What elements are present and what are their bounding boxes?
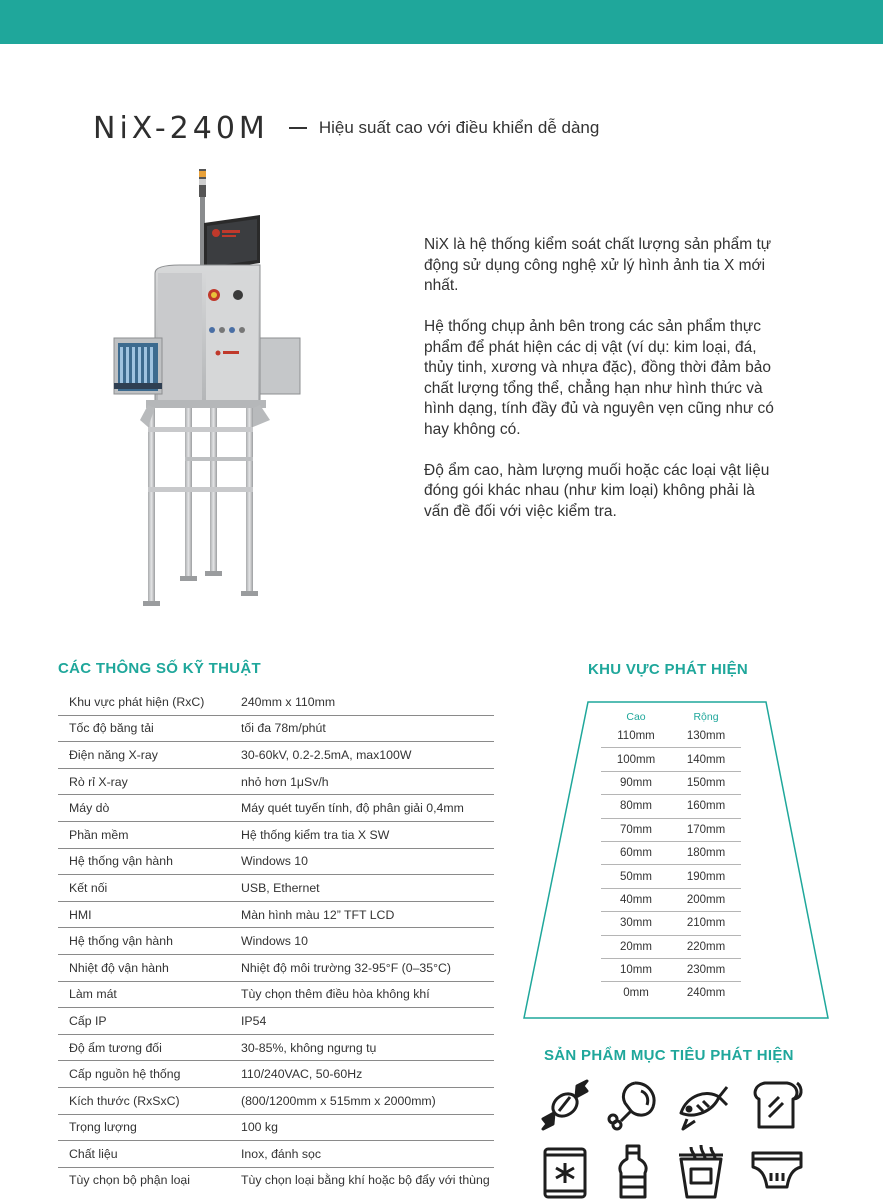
area-height: 110mm	[601, 725, 671, 748]
area-row	[601, 865, 741, 888]
spec-value: nhỏ hơn 1μSv/h	[241, 768, 494, 795]
fish-icon	[673, 1077, 729, 1133]
area-height: 0mm	[623, 987, 649, 1000]
spec-value: tối đa 78m/phút	[241, 715, 494, 742]
column-header-width: Rộng	[693, 711, 719, 723]
bread-icon	[749, 1077, 805, 1133]
area-width: 150mm	[671, 771, 741, 794]
spec-label: Khu vực phát hiện (RxC)	[58, 689, 241, 715]
spec-value: 240mm x 110mm	[241, 689, 494, 715]
spec-row	[58, 954, 494, 981]
description-paragraph: NiX là hệ thống kiểm soát chất lượng sản phẩm tự động sử dụng công nghệ xử lý hình ảnh tia X mới nhất.	[424, 236, 772, 294]
area-row	[601, 912, 741, 935]
column-header-height: Cao	[626, 711, 646, 723]
target-products-heading: SẢN PHẨM MỤC TIÊU PHÁT HIỆN	[544, 1047, 794, 1064]
spec-row	[58, 1087, 494, 1114]
spec-value: 30-60kV, 0.2-2.5mA, max100W	[241, 742, 494, 769]
spec-label: Tùy chọn bộ phận loại	[69, 1173, 191, 1188]
area-height: 90mm	[601, 771, 671, 794]
spec-row	[58, 1008, 494, 1035]
spec-label: Độ ẩm tương đối	[58, 1034, 241, 1061]
area-height: 10mm	[601, 958, 671, 981]
spec-value: Windows 10	[241, 848, 494, 875]
area-width: 130mm	[671, 725, 741, 748]
spec-row	[58, 768, 494, 795]
area-row	[601, 725, 741, 748]
spec-row	[58, 742, 494, 769]
spec-value: Inox, đánh sọc	[241, 1141, 494, 1168]
product-description	[424, 235, 784, 543]
area-width: 240mm	[686, 987, 726, 1000]
area-width: 200mm	[671, 888, 741, 911]
spec-value: Máy quét tuyến tính, độ phân giải 0,4mm	[241, 795, 494, 822]
spec-value: Windows 10	[241, 928, 494, 955]
bottle-icon	[605, 1143, 661, 1199]
area-width: 180mm	[671, 841, 741, 864]
spec-label: Rò rỉ X-ray	[58, 768, 241, 795]
spec-label: Nhiệt độ vận hành	[58, 954, 241, 981]
specs-heading: CÁC THÔNG SỐ KỸ THUẬT	[58, 660, 261, 677]
area-row	[601, 748, 741, 771]
meat-leg-icon	[605, 1077, 661, 1133]
spec-row	[58, 875, 494, 902]
detection-area-table	[601, 709, 741, 1005]
frozen-bag-icon	[537, 1143, 593, 1199]
spec-label: Chất liệu	[58, 1141, 241, 1168]
spec-row	[58, 821, 494, 848]
spec-row	[58, 981, 494, 1008]
area-row	[601, 958, 741, 981]
area-width: 210mm	[671, 912, 741, 935]
area-row	[601, 795, 741, 818]
spec-label: Cấp IP	[58, 1008, 241, 1035]
spec-label: Cấp nguồn hệ thống	[58, 1061, 241, 1088]
spec-value: Hệ thống kiểm tra tia X SW	[241, 821, 494, 848]
area-height: 80mm	[601, 795, 671, 818]
spec-label: Tốc độ băng tải	[58, 715, 241, 742]
area-row	[601, 771, 741, 794]
spec-value: Màn hình màu 12” TFT LCD	[241, 901, 494, 928]
spec-row	[58, 1114, 494, 1141]
area-row	[601, 982, 741, 1005]
area-height: 60mm	[601, 841, 671, 864]
spec-row	[58, 1167, 494, 1193]
area-width: 190mm	[671, 865, 741, 888]
area-width: 170mm	[671, 818, 741, 841]
area-height: 30mm	[601, 912, 671, 935]
spec-value: 100 kg	[241, 1114, 494, 1141]
top-accent-bar	[0, 0, 883, 44]
spec-value: 30-85%, không ngưng tụ	[241, 1034, 494, 1061]
product-name: NiX-240M	[93, 110, 269, 146]
detection-area-heading: KHU VỰC PHÁT HIỆN	[588, 661, 749, 678]
spec-label: Kết nối	[58, 875, 241, 902]
spec-value: IP54	[241, 1008, 494, 1035]
area-width: 220mm	[671, 935, 741, 958]
spec-value: (800/1200mm x 515mm x 2000mm)	[241, 1087, 494, 1114]
noodle-cup-icon	[673, 1143, 729, 1199]
area-row	[601, 841, 741, 864]
area-height: 50mm	[601, 865, 671, 888]
area-row	[601, 888, 741, 911]
area-width: 160mm	[671, 795, 741, 818]
area-height: 20mm	[601, 935, 671, 958]
area-row	[601, 935, 741, 958]
spec-label: Kích thước (RxSxC)	[58, 1087, 241, 1114]
title-dash	[289, 127, 307, 129]
specs-table	[58, 689, 494, 1193]
spec-label: Hệ thống vận hành	[58, 848, 241, 875]
spec-row	[58, 901, 494, 928]
area-height: 40mm	[601, 888, 671, 911]
spec-value: Nhiệt độ môi trường 32-95°F (0–35°C)	[241, 954, 494, 981]
spec-label: Làm mát	[58, 981, 241, 1008]
spec-value: Tùy chọn loại bằng khí hoặc bộ đẩy với thùng	[241, 1173, 490, 1188]
product-subtitle: Hiệu suất cao với điều khiển dễ dàng	[318, 118, 600, 137]
spec-value: Tùy chọn thêm điều hòa không khí	[241, 981, 494, 1008]
title-row	[93, 108, 599, 148]
area-height: 70mm	[601, 818, 671, 841]
area-height: 100mm	[601, 748, 671, 771]
description-paragraph: Hệ thống chụp ảnh bên trong các sản phẩm thực phẩm để phát hiện các dị vật (ví dụ: kim loại, đá, thủy tinh, xương và nhựa đặc), đồng thời đảm bảo chất lượng tổng thể, chẳng hạn như hình thức và hình dạng, tính đầy đủ và nguyên vẹn cũng như có hay không có.	[424, 318, 774, 438]
spec-row	[58, 848, 494, 875]
xray-machine-image	[110, 165, 310, 615]
spec-value: USB, Ethernet	[241, 875, 494, 902]
spec-value: 110/240VAC, 50-60Hz	[241, 1061, 494, 1088]
spec-label: Trọng lượng	[58, 1114, 241, 1141]
spec-label: Phần mềm	[58, 821, 241, 848]
spec-row	[58, 795, 494, 822]
diaper-icon	[749, 1143, 805, 1199]
spec-label: Hệ thống vận hành	[58, 928, 241, 955]
area-width: 140mm	[671, 748, 741, 771]
spec-row	[58, 1141, 494, 1168]
spec-row	[58, 1034, 494, 1061]
description-paragraph: Độ ẩm cao, hàm lượng muối hoặc các loại vật liệu đóng gói khác nhau (như kim loại) không phải là vấn đề đối với việc kiểm tra.	[424, 461, 770, 520]
spec-label: Máy dò	[58, 795, 241, 822]
spec-row	[58, 715, 494, 742]
spec-label: Điện năng X-ray	[58, 742, 241, 769]
area-row	[601, 818, 741, 841]
spec-row	[58, 1061, 494, 1088]
spec-label: HMI	[58, 901, 241, 928]
spec-row	[58, 928, 494, 955]
candy-icon	[537, 1077, 593, 1133]
spec-row	[58, 689, 494, 715]
area-width: 230mm	[671, 958, 741, 981]
